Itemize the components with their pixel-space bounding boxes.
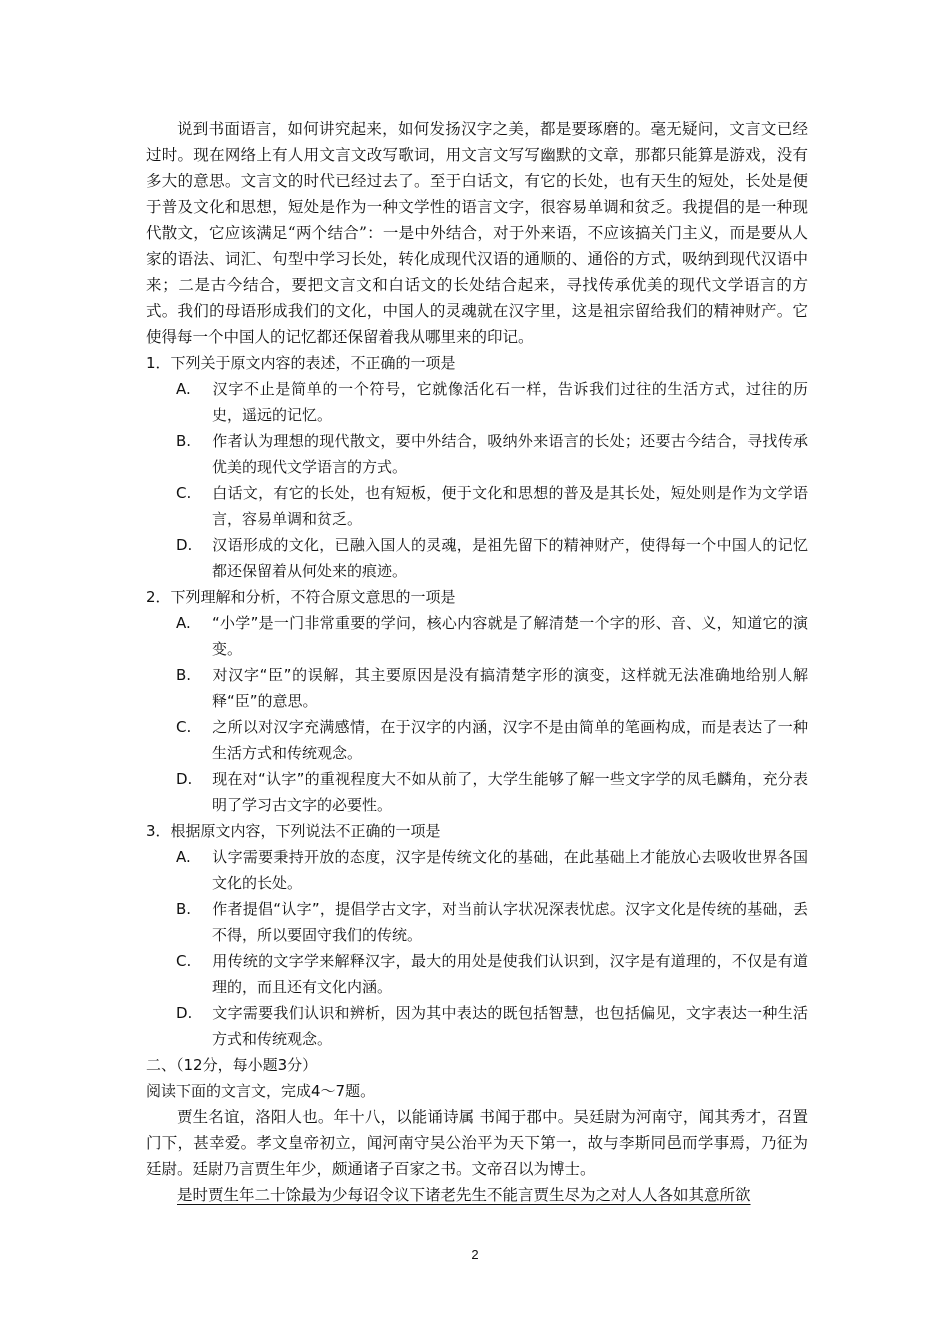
option-text: 作者认为理想的现代散文，要中外结合，吸纳外来语言的长处；还要古今结合，寻找传承优美的现代文学语言的方式。 xyxy=(212,432,808,476)
option-label: B. xyxy=(176,900,192,918)
option-d xyxy=(176,766,808,818)
option-text: 汉语形成的文化，已融入国人的灵魂，是祖先留下的精神财产，使得每一个中国人的记忆都还保留着从何处来的痕迹。 xyxy=(212,536,808,580)
option-label: A. xyxy=(176,614,191,632)
option-b xyxy=(176,896,808,948)
option-label: D. xyxy=(176,1004,193,1022)
option-label: C. xyxy=(176,952,192,970)
question-stem: 2．下列理解和分析，不符合原文意思的一项是 xyxy=(146,588,456,606)
option-b xyxy=(176,428,808,480)
option-text: 认字需要秉持开放的态度，汉字是传统文化的基础，在此基础上才能放心去吸收世界各国文化的长处。 xyxy=(212,848,808,892)
option-label: C. xyxy=(176,484,192,502)
intro-paragraph: 说到书面语言，如何讲究起来，如何发扬汉字之美，都是要琢磨的。毫无疑问，文言文已经过时。现在网络上有人用文言文改写歌词，用文言文写写幽默的文章，那都只能算是游戏，没有多大的意思。文言文的时代已经过去了。至于白话文，有它的长处，也有天生的短处，长处是便于普及文化和思想，短处是作为一种文学性的语言文字，很容易单调和贫乏。我提倡的是一种现代散文，它应该满足“两个结合”：一是中外结合，对于外来语，不应该搞关门主义，而是要从人家的语法、词汇、句型中学习长处，转化成现代汉语的通顺的、通俗的方式，吸纳到现代汉语中来；二是古今结合，要把文言文和白话文的长处结合起来，寻找传承优美的现代文学语言的方式。我们的母语形成我们的文化，中国人的灵魂就在汉字里，这是祖宗留给我们的精神财产。它使得每一个中国人的记忆都还保留着我从哪里来的印记。 xyxy=(146,120,808,346)
option-text: 对汉字“臣”的误解，其主要原因是没有搞清楚字形的演变，这样就无法准确地给别人解释“臣”的意思。 xyxy=(212,666,808,710)
option-a xyxy=(176,844,808,896)
option-text: 白话文，有它的长处，也有短板，便于文化和思想的普及是其长处，短处则是作为文学语言，容易单调和贫乏。 xyxy=(212,484,808,528)
option-a xyxy=(176,610,808,662)
question-stem: 3．根据原文内容，下列说法不正确的一项是 xyxy=(146,822,441,840)
option-text: 之所以对汉字充满感情，在于汉字的内涵，汉字不是由简单的笔画构成，而是表达了一种生活方式和传统观念。 xyxy=(212,718,808,762)
option-label: A. xyxy=(176,380,191,398)
option-text: 汉字不止是简单的一个符号，它就像活化石一样，告诉我们过往的生活方式，过往的历史，遥远的记忆。 xyxy=(212,380,808,424)
classical-paragraph-1: 贾生名谊，洛阳人也。年十八，以能诵诗属 书闻于郡中。吴廷尉为河南守，闻其秀才，召置门下，甚幸爱。孝文皇帝初立，闻河南守吴公治平为天下第一，故与李斯同邑而学事焉，乃征为廷尉。廷尉乃言贾生年少，颇通诸子百家之书。文帝召以为博士。 xyxy=(146,1108,808,1178)
option-c xyxy=(176,714,808,766)
page-number: 2 xyxy=(471,1247,479,1262)
option-label: B. xyxy=(176,432,192,450)
question-2 xyxy=(146,584,808,818)
option-text: 现在对“认字”的重视程度大不如从前了，大学生能够了解一些文字学的凤毛麟角，充分表明了学习古文字的必要性。 xyxy=(212,770,808,814)
option-label: C. xyxy=(176,718,192,736)
option-label: A. xyxy=(176,848,191,866)
option-c xyxy=(176,948,808,1000)
option-a xyxy=(176,376,808,428)
underlined-passage: 是时贾生年二十馀最为少每诏令议下诸老先生不能言贾生尽为之对人人各如其意所欲 xyxy=(177,1186,751,1204)
option-label: D. xyxy=(176,536,193,554)
option-d xyxy=(176,1000,808,1052)
question-1 xyxy=(146,350,808,584)
question-stem: 1．下列关于原文内容的表述，不正确的一项是 xyxy=(146,354,456,372)
section-instruction: 阅读下面的文言文，完成4～7题。 xyxy=(146,1082,376,1100)
option-label: D. xyxy=(176,770,193,788)
option-text: 文字需要我们认识和辨析，因为其中表达的既包括智慧，也包括偏见，文字表达一种生活方式和传统观念。 xyxy=(212,1004,808,1048)
option-b xyxy=(176,662,808,714)
section-heading: 二、（12分，每小题3分） xyxy=(146,1056,318,1074)
option-text: 用传统的文字学来解释汉字，最大的用处是使我们认识到，汉字是有道理的，不仅是有道理的，而且还有文化内涵。 xyxy=(212,952,808,996)
classical-paragraph-2 xyxy=(146,1182,808,1208)
option-text: “小学”是一门非常重要的学问，核心内容就是了解清楚一个字的形、音、义，知道它的演变。 xyxy=(212,614,808,658)
option-text: 作者提倡“认字”，提倡学古文字，对当前认字状况深表忧虑。汉字文化是传统的基础，丢不得，所以要固守我们的传统。 xyxy=(212,900,808,944)
option-c xyxy=(176,480,808,532)
question-3 xyxy=(146,818,808,1052)
option-label: B. xyxy=(176,666,192,684)
page-body xyxy=(146,116,808,1208)
option-d xyxy=(176,532,808,584)
